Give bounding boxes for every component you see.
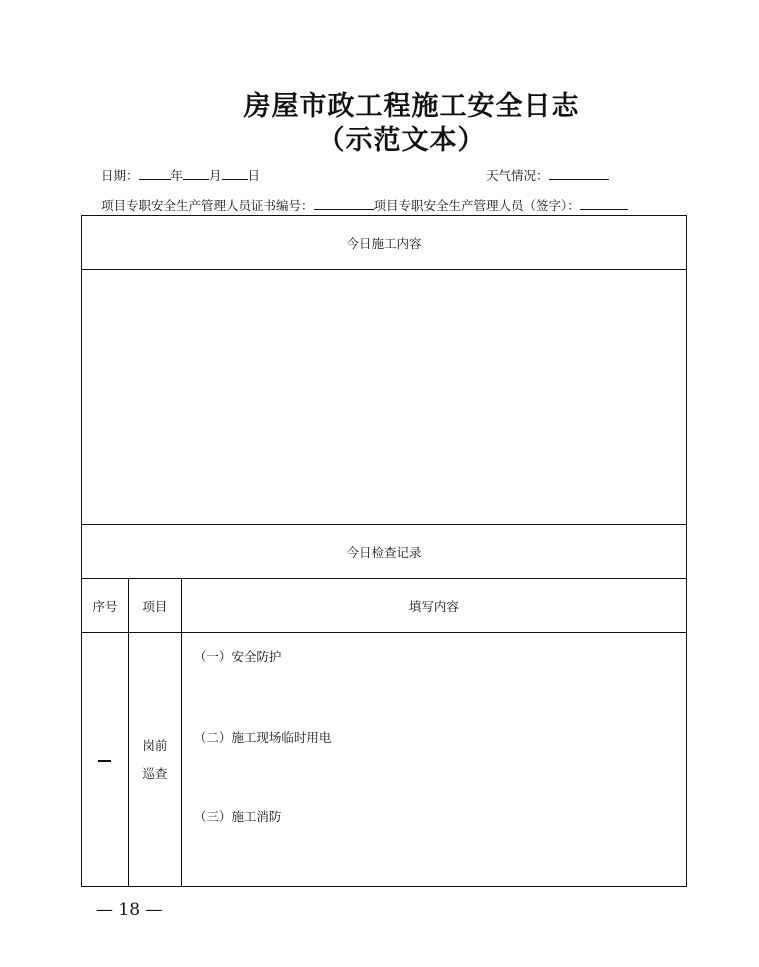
year-blank[interactable]: [139, 167, 171, 180]
weather-label: 天气情况：: [486, 168, 549, 183]
staff-line: [101, 196, 628, 214]
cert-label: 项目专职安全生产管理人员证书编号：: [101, 198, 314, 213]
year-label: 年: [170, 168, 184, 183]
column-item-header: 项目: [128, 579, 181, 633]
safety-log-table: [81, 215, 687, 887]
row-item-line2: 巡查: [142, 765, 168, 781]
table-row: [82, 633, 687, 887]
day-label: 日: [247, 168, 261, 183]
row-item-line1: 岗前: [142, 737, 168, 753]
day-blank[interactable]: [222, 167, 248, 180]
today-inspection-header-row: [82, 525, 687, 579]
month-label: 月: [209, 168, 222, 183]
page-subtitle: （示范文本）: [317, 125, 486, 156]
column-header-row: [82, 579, 687, 633]
today-construction-content-area[interactable]: [82, 270, 687, 525]
column-no-header: 序号: [82, 579, 129, 633]
page-title: 房屋市政工程施工安全日志: [243, 91, 580, 122]
sub-item-temporary-power: （二）施工现场临时用电: [193, 730, 332, 745]
cert-blank[interactable]: [314, 197, 374, 210]
page-number: — 18 —: [96, 900, 163, 920]
sign-label: 项目专职安全生产管理人员（签字）：: [373, 198, 580, 213]
today-inspection-header: 今日检查记录: [82, 525, 687, 579]
today-construction-header-row: [82, 216, 687, 270]
sub-item-safety-protection: （一）安全防护: [193, 649, 282, 664]
month-blank[interactable]: [183, 167, 209, 180]
today-construction-content-row: [82, 270, 687, 525]
row-item-cell: [128, 633, 181, 887]
row-content-cell[interactable]: [181, 633, 686, 887]
weather-blank[interactable]: [549, 167, 609, 180]
date-label: 日期：: [101, 168, 139, 183]
row-number: [98, 760, 111, 762]
weather-line: [486, 166, 609, 184]
sign-blank[interactable]: [580, 197, 628, 210]
date-line: [101, 166, 260, 184]
row-number-cell: [82, 633, 129, 887]
sub-item-fire-safety: （三）施工消防: [193, 809, 282, 824]
today-construction-header: 今日施工内容: [82, 216, 687, 270]
column-content-header: 填写内容: [181, 579, 686, 633]
